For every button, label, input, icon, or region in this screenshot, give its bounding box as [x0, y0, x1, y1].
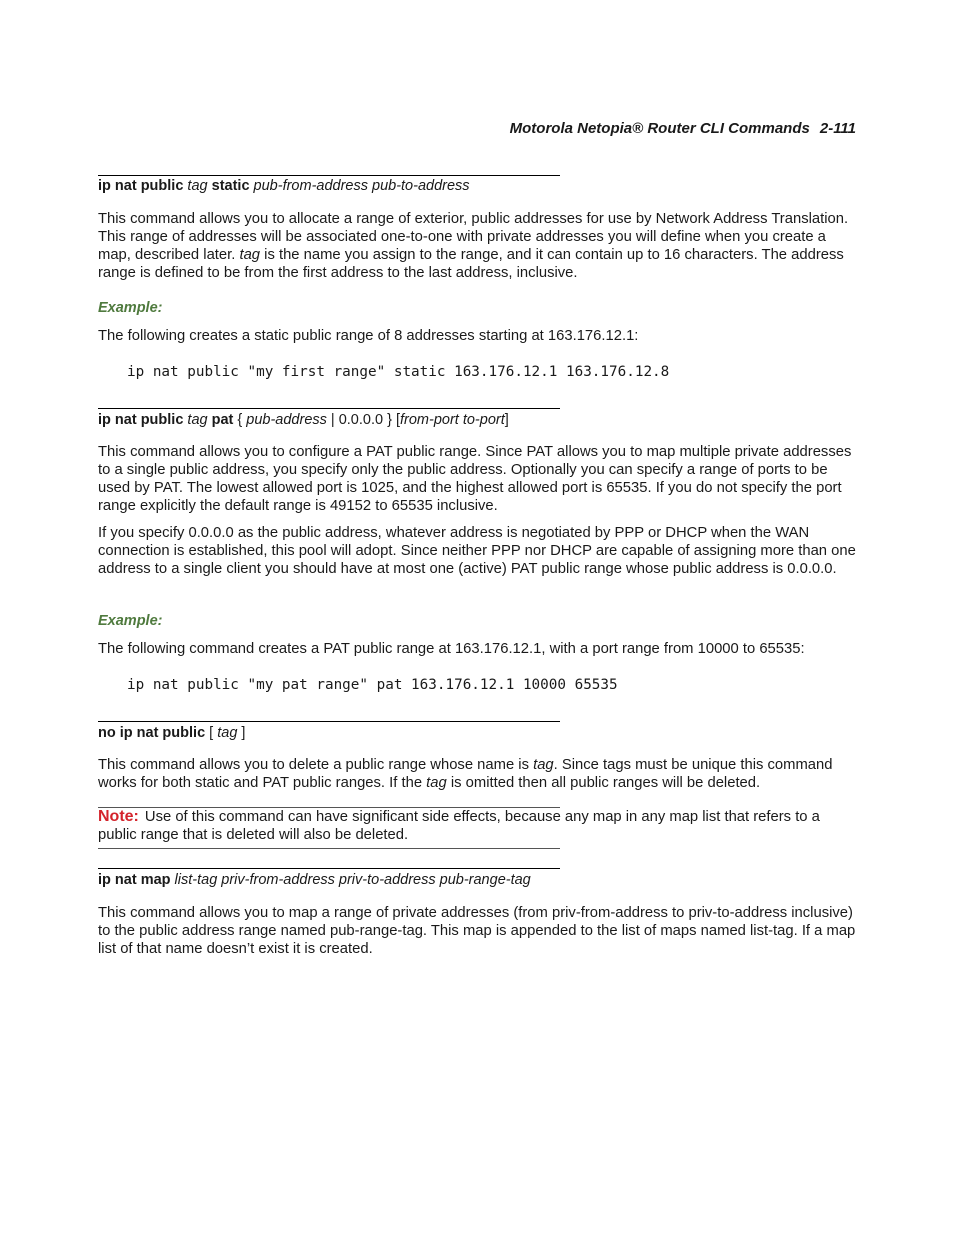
section-rule [98, 408, 560, 409]
syntax-arg: tag [187, 412, 208, 428]
syntax-arg: pub-address [246, 412, 327, 428]
example-label: Example: [98, 300, 163, 316]
example-label: Example: [98, 613, 163, 629]
syntax-arg: list-tag priv-from-address priv-to-address pub-range-tag [174, 872, 531, 888]
section-rule [98, 175, 560, 176]
syntax-command: ip nat public [98, 178, 184, 194]
example-text: The following creates a static public range of 8 addresses starting at 163.176.12.1: [98, 328, 639, 344]
syntax-command: ip nat public [98, 412, 184, 428]
syntax-command: ip nat map [98, 872, 171, 888]
example-text: The following command creates a PAT public range at 163.176.12.1, with a port range from 10000 to 65535: [98, 641, 805, 657]
description-no-public: This command allows you to delete a public range whose name is tag. Since tags must be unique this command works for both static and PAT public ranges. If the tag is omitted then all public ranges will be deleted. [98, 757, 833, 791]
note-box [98, 808, 858, 844]
page-header [510, 120, 856, 137]
section-rule [98, 868, 560, 869]
syntax-arg: tag [217, 725, 238, 741]
note-label: Note: [98, 808, 139, 825]
syntax-arg: pub-from-address pub-to-address [253, 178, 470, 194]
command-syntax-pat: ip nat public tag pat { pub-address | 0.0.0.0 } [from-port to-port] [98, 412, 509, 428]
description-pat-zero: If you specify 0.0.0.0 as the public address, whatever address is negotiated by PPP or DHCP when the WAN connection is established, this pool will adopt. Since neither PPP nor DHCP are capable of assigning more than one address to a single client you should have at most one (active) PAT public range whose public address is 0.0.0.0. [98, 525, 856, 577]
section-rule [98, 721, 560, 722]
command-syntax-static [98, 178, 470, 194]
page-number: 2-111 [819, 120, 856, 137]
syntax-arg: from-port to-port [400, 412, 505, 428]
syntax-keyword: pat [211, 412, 234, 428]
command-syntax-no-public: no ip nat public [ tag ] [98, 725, 246, 741]
syntax-keyword: static [211, 178, 250, 194]
description-pat: This command allows you to configure a PAT public range. Since PAT allows you to map multiple private addresses to a single public address, you specify only the public address. Optionally you can specify a range of ports to be used by PAT. The lowest allowed port is 1025, and the highest allowed port is 65535. If you do not specify the port range explicitly the default range is 49152 to 65535 inclusive. [98, 444, 852, 514]
description-static: This command allows you to allocate a range of exterior, public addresses for use by Network Address Translation. This range of addresses will be associated one-to-one with private addresses you will define when you create a map, described later. tag is the name you assign to the range, and it can contain up to 16 characters. The address range is defined to be from the first address to the last address, inclusive. [98, 211, 849, 281]
code-example: ip nat public "my first range" static 163.176.12.1 163.176.12.8 [127, 364, 670, 380]
command-syntax-map [98, 872, 531, 888]
code-example: ip nat public "my pat range" pat 163.176.12.1 10000 65535 [127, 677, 618, 693]
syntax-arg: tag [187, 178, 208, 194]
note-text: Use of this command can have significant side effects, because any map in any map list that refers to a public range that is deleted will also be deleted. [98, 809, 820, 843]
note-rule-bottom [98, 848, 560, 849]
syntax-command: no ip nat public [98, 725, 206, 741]
description-map: This command allows you to map a range of private addresses (from priv-from-address to priv-to-address inclusive) to the public address range named pub-range-tag. This map is appended to the list of maps named list-tag. If a map list of that name doesn’t exist it is created. [98, 905, 856, 957]
header-title: Motorola Netopia® Router CLI Commands [509, 120, 810, 137]
